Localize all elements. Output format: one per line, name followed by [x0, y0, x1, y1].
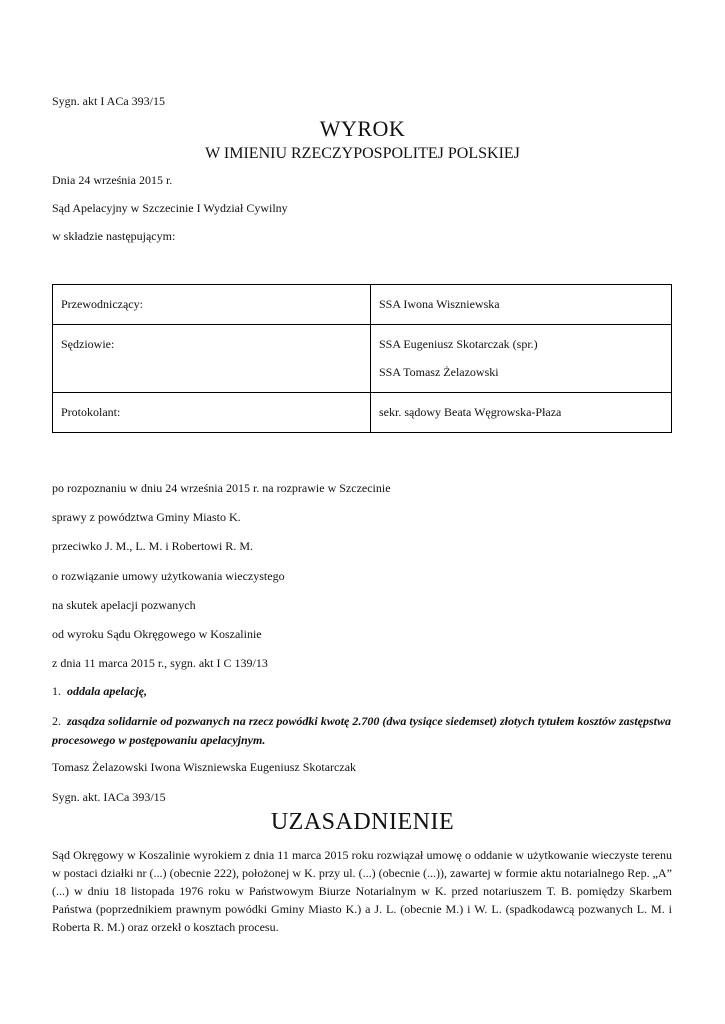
ruling-number: 2.: [52, 714, 61, 728]
composition-row-clerk: [53, 393, 672, 433]
case-line: po rozpoznaniu w dniu 24 września 2015 r. na rozprawie w Szczecinie: [52, 481, 391, 495]
ruling-text: oddala apelację,: [67, 684, 147, 698]
ruling-number: 1.: [52, 684, 61, 698]
judgment-title: WYROK: [319, 116, 406, 141]
court-name: Sąd Apelacyjny w Szczecinie I Wydział Cywilny: [52, 201, 288, 215]
ruling-text: zasądza solidarnie od pozwanych na rzecz powódki kwotę 2.700 (dwa tysiące siedemset) złotych tytułem kosztów zastępstwa procesowego w postępowaniu apelacyjnym.: [52, 714, 672, 747]
composition-row-presiding: [53, 285, 672, 325]
judge-name: SSA Tomasz Żelazowski: [379, 365, 499, 379]
case-signature-bottom: Sygn. akt. IACa 393/15: [52, 790, 166, 804]
justification-paragraph: Sąd Okręgowy w Koszalinie wyrokiem z dnia 11 marca 2015 roku rozwiązał umowę o oddanie w użytkowanie wieczyste terenu w postaci działki nr (...) (obecnie 222), położonej w K. przy ul. (...) (obecnie (...)), zawartej w formie aktu notarialnego Rep. „A” (...) w dniu 18 listopada 1976 roku w Państwowym Biurze Notarialnym w K. przed notariuszem T. B. pomiędzy Skarbem Państwa (poprzednikiem prawnym powódki Gminy Miasto K.) a J. L. (obecnie M.) i W. L. (spadkodawcą pozwanych L. M. i Roberta R. M.) oraz orzekł o kosztach procesu.: [52, 848, 672, 934]
case-line: sprawy z powództwa Gminy Miasto K.: [52, 510, 241, 524]
judges-values: [371, 325, 672, 393]
clerk-label: Protokolant:: [53, 393, 371, 433]
case-line: o rozwiązanie umowy użytkowania wieczystego: [52, 569, 285, 583]
judgment-date: Dnia 24 września 2015 r.: [52, 173, 173, 187]
judgment-subtitle: W IMIENIU RZECZYPOSPOLITEJ POLSKIEJ: [205, 145, 520, 162]
case-line: od wyroku Sądu Okręgowego w Koszalinie: [52, 627, 262, 641]
judge-name: SSA Eugeniusz Skotarczak (spr.): [379, 337, 538, 351]
judges-label: Sędziowie:: [53, 325, 371, 393]
case-line: na skutek apelacji pozwanych: [52, 598, 196, 612]
case-signature-top: Sygn. akt I ACa 393/15: [52, 94, 165, 108]
clerk-value: sekr. sądowy Beata Węgrowska-Płaza: [371, 393, 672, 433]
judges-signatures: Tomasz Żelazowski Iwona Wiszniewska Eugeniusz Skotarczak: [52, 760, 357, 774]
justification-heading: UZASADNIENIE: [270, 809, 455, 835]
composition-row-judges: [53, 325, 672, 393]
case-line: z dnia 11 marca 2015 r., sygn. akt I C 139/13: [52, 656, 268, 670]
composition-table: [52, 284, 672, 433]
presiding-value: SSA Iwona Wiszniewska: [371, 285, 672, 325]
presiding-label: Przewodniczący:: [53, 285, 371, 325]
ruling-item-1: [52, 682, 677, 701]
ruling-item-2: [52, 712, 677, 750]
case-line: przeciwko J. M., L. M. i Robertowi R. M.: [52, 539, 253, 553]
composition-intro: w składzie następującym:: [52, 229, 176, 243]
